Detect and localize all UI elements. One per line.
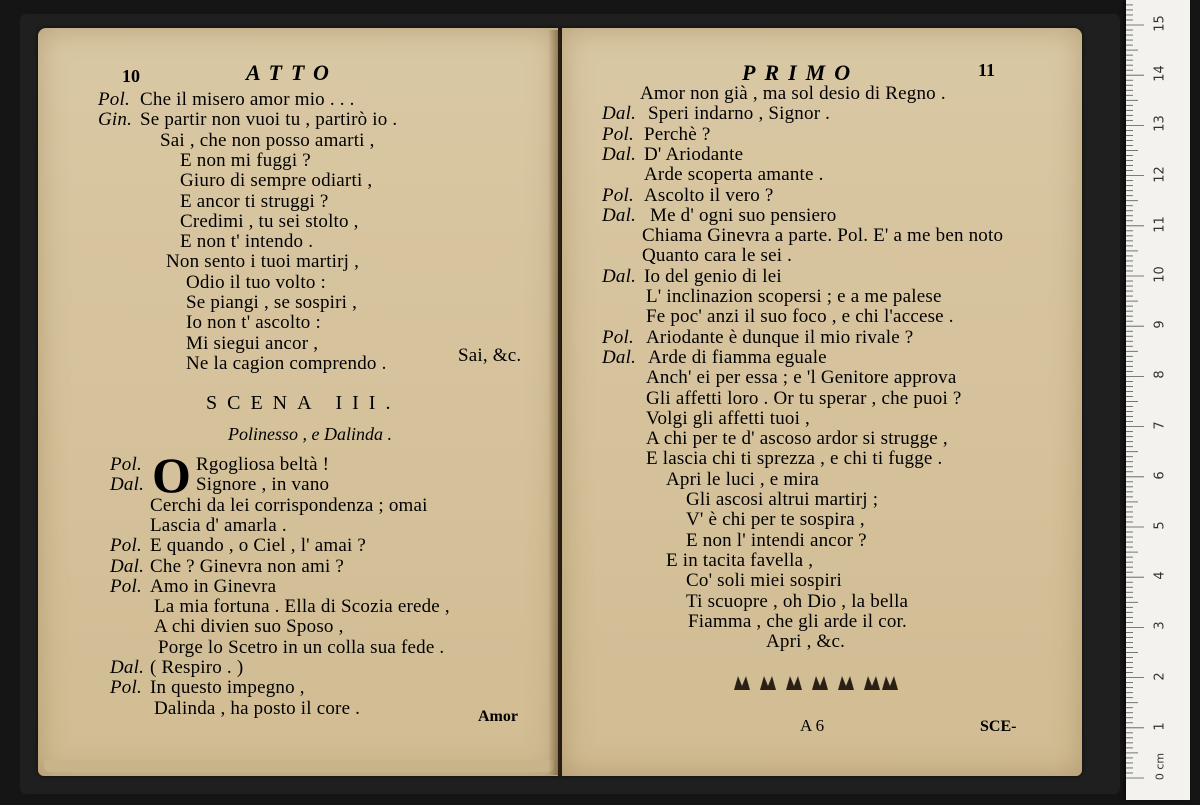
ruler-number: 8	[1152, 370, 1168, 380]
ruler-unit-label: 0 cm	[1153, 752, 1167, 781]
verse-line: E lascia chi ti sprezza , e chi ti fugge .	[646, 448, 943, 470]
ruler-number: 12	[1152, 165, 1168, 183]
scene-cast: Polinesso , e Dalinda .	[228, 424, 392, 444]
speaker-label: Dal.	[110, 657, 145, 678]
speaker-label: Dal.	[602, 204, 637, 226]
ruler-number: 9	[1152, 320, 1168, 329]
ruler-number: 15	[1152, 15, 1168, 32]
verse-line: Chiama Ginevra a parte. Pol. E' a me ben noto	[642, 225, 1004, 247]
verse-line: Se piangi , se sospiri ,	[186, 292, 358, 313]
ruler-number: 3	[1152, 621, 1168, 631]
ruler-number: 13	[1152, 115, 1168, 133]
verse-line: A chi per te d' ascoso ardor si strugge ,	[646, 428, 948, 450]
verse-line: Volgi gli affetti tuoi ,	[646, 407, 811, 429]
verse-line: E non l' intendi ancor ?	[686, 529, 867, 551]
verse-line: Apri le luci , e mira	[666, 468, 819, 490]
verse-line: Che ? Ginevra non ami ?	[150, 555, 345, 577]
speaker-label: Pol.	[110, 535, 142, 557]
scene-title: SCENA III.	[206, 392, 401, 414]
speaker-label: Gin.	[98, 109, 133, 131]
left-running-head: ATTO	[246, 60, 338, 85]
page-edges	[44, 760, 554, 772]
verse-line: Odio il tuo volto :	[186, 271, 326, 293]
verse-line: Io del genio di lei	[644, 265, 782, 287]
verse-line: E quando , o Ciel , l' amai ?	[150, 535, 367, 557]
ruler-number: 6	[1152, 471, 1168, 480]
ruler-number: 4	[1152, 571, 1168, 580]
drop-cap: O	[152, 447, 191, 503]
verse-line: Me d' ogni suo pensiero	[650, 204, 837, 226]
verse-line: Apri , &c.	[766, 631, 846, 653]
speaker-label: Pol.	[98, 89, 130, 110]
speaker-label: Pol.	[602, 326, 634, 348]
verse-line: Sai , che non posso amarti ,	[160, 129, 375, 151]
verse-line: Arde di fiamma eguale	[648, 346, 827, 368]
verse-line: Cerchi da lei corrispondenza ; omai	[150, 494, 428, 516]
verse-line: Ti scuopre , oh Dio , la bella	[686, 590, 909, 612]
verse-line: ( Respiro . )	[150, 657, 244, 678]
speaker-label: Dal.	[110, 555, 145, 577]
ruler-number: 2	[1152, 671, 1168, 681]
verse-line: Amo in Ginevra	[150, 575, 277, 597]
speaker-label: Pol.	[602, 123, 634, 145]
right-running-head: PRIMO	[742, 60, 860, 85]
left-catchword: Amor	[478, 708, 518, 725]
verse-line: A chi divien suo Sposo ,	[154, 616, 344, 638]
verse-line: Quanto cara le sei .	[642, 245, 793, 267]
verse-line: Gli affetti loro . Or tu sperar , che puoi ?	[646, 387, 962, 409]
left-page-number: 10	[122, 66, 140, 86]
verse-line: Ascolto il vero ?	[644, 184, 774, 206]
verse-line: Co' soli miei sospiri	[686, 570, 842, 592]
ruler-number: 5	[1152, 521, 1168, 530]
da-capo-mark: Sai, &c.	[458, 345, 522, 366]
right-page-number: 11	[978, 60, 996, 80]
verse-line: Non sento i tuoi martirj ,	[166, 251, 360, 273]
verse-line: Io non t' ascolto :	[186, 312, 321, 334]
verse-line: Ne la cagion comprendo .	[186, 352, 387, 374]
verse-line: Anch' ei per essa ; e 'l Genitore approva	[646, 367, 957, 389]
speaker-label: Pol.	[110, 677, 142, 699]
verse-line: Lascia d' amarla .	[150, 514, 287, 536]
verse-line: Mi siegui ancor ,	[186, 332, 319, 354]
verse-line: Fiamma , che gli arde il cor.	[688, 610, 907, 632]
ruler-number: 11	[1152, 216, 1168, 233]
verse-line: In questo impegno ,	[150, 677, 305, 699]
verse-line: Che il misero amor mio . . .	[140, 89, 355, 110]
verse-line: E non mi fuggi ?	[180, 149, 311, 171]
ruler-number: 10	[1152, 266, 1168, 283]
ruler-number: 14	[1152, 65, 1168, 82]
measuring-ruler	[1126, 0, 1190, 800]
verse-line: D' Ariodante	[644, 143, 744, 165]
verse-line: Perchè ?	[644, 123, 711, 145]
speaker-label: Pol.	[110, 454, 142, 475]
verse-line: Se partir non vuoi tu , partirò io .	[140, 109, 398, 131]
verse-line: Signore , in vano	[196, 474, 330, 496]
signature-mark: A 6	[800, 716, 825, 735]
verse-line: Amor non già , ma sol desio di Regno .	[640, 83, 946, 104]
speaker-label: Dal.	[602, 346, 637, 368]
speaker-label: Pol.	[110, 575, 142, 597]
speaker-label: Dal.	[602, 265, 637, 287]
verse-line: Giuro di sempre odiarti ,	[180, 170, 373, 192]
printer-ornament	[732, 672, 902, 694]
verse-line: Gli ascosi altrui martirj ;	[686, 489, 879, 510]
verse-line: Arde scoperta amante .	[644, 164, 824, 186]
ruler-number: 1	[1152, 722, 1168, 731]
verse-line: Ariodante è dunque il mio rivale ?	[646, 326, 914, 348]
verse-line: La mia fortuna . Ella di Scozia erede ,	[154, 596, 450, 618]
verse-line: Credimi , tu sei stolto ,	[180, 210, 359, 232]
speaker-label: Dal.	[602, 143, 637, 165]
right-catchword: SCE-	[980, 718, 1017, 735]
verse-line: Porge lo Scetro in un colla sua fede .	[158, 636, 445, 658]
verse-line: Fe poc' anzi il suo foco , e chi l'accese .	[646, 306, 954, 328]
verse-line: V' è chi per te sospira ,	[686, 509, 865, 531]
speaker-label: Dal.	[110, 474, 145, 496]
speaker-label: Dal.	[602, 103, 637, 125]
speaker-label: Pol.	[602, 184, 634, 206]
verse-line: Speri indarno , Signor .	[648, 103, 831, 125]
ruler-number: 7	[1152, 420, 1168, 430]
verse-line: E non t' intendo .	[180, 231, 314, 253]
verse-line: E ancor ti struggi ?	[180, 190, 329, 212]
verse-line: L' inclinazion scopersi ; e a me palese	[646, 286, 942, 307]
verse-line: Rgogliosa beltà !	[196, 454, 330, 475]
verse-line: E in tacita favella ,	[666, 549, 814, 571]
verse-line: Dalinda , ha posto il core .	[154, 697, 361, 719]
